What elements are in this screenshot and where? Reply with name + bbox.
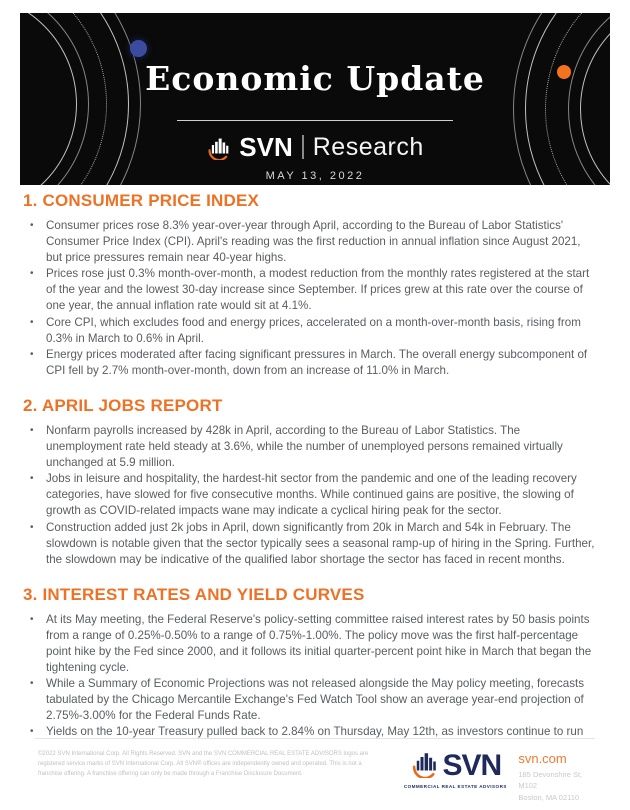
publication-date: MAY 13, 2022 — [265, 170, 365, 182]
svn-logo-tagline: COMMERCIAL REAL ESTATE ADVISORS — [403, 784, 507, 789]
svn-footer-logo — [403, 748, 507, 789]
bullet-text: At its May meeting, the Federal Reserve's policy-setting committee raised interest rates by 50 basis points from a range of 0.25%-0.50% to a range of 0.75%-1.00%. The policy move was the first half-percentage point hike by the Fed since 2000, and it follows its initial quarter-percent point hike in March that began the tightening cycle. — [46, 612, 592, 675]
footer — [38, 748, 598, 800]
document-body — [23, 191, 607, 758]
bullet-text: Prices rose just 0.3% month-over-month, a modest reduction from the monthly rates registered at the start of the year and the lowest 30-day increase since September. If prices grew at this rate over the course of one year, the annual inflation rate would sit at 4.1%. — [46, 267, 590, 313]
footer-contact-block — [518, 748, 598, 803]
section-interest-rates-yield-curves — [23, 585, 607, 741]
list-item — [30, 520, 607, 568]
address-street: 185 Devonshire St, M102 — [518, 770, 583, 791]
bullet-marker-icon: • — [30, 613, 34, 625]
research-wordmark: Research — [312, 132, 424, 161]
bullet-marker-icon: • — [30, 521, 34, 533]
svn-wordmark: SVN — [442, 748, 502, 782]
bullet-marker-icon: • — [30, 316, 34, 328]
section-april-jobs-report — [23, 396, 607, 568]
bullet-text: While a Summary of Economic Projections was not released alongside the May policy meeting, forecasts tabulated by the Chicago Mercantile Exchange's Fed Watch Tool show an average year-end projection of 2.75%-3.00% for the Federal Funds Rate. — [46, 677, 585, 723]
svn-wordmark: SVN — [239, 131, 293, 162]
page-title: Economic Update — [145, 59, 485, 98]
bullet-marker-icon: • — [30, 348, 34, 360]
list-item — [30, 612, 607, 676]
list-item — [30, 218, 607, 266]
list-item — [30, 676, 607, 724]
section-consumer-price-index — [23, 191, 607, 379]
bullet-marker-icon: • — [30, 726, 34, 738]
bullet-text: Nonfarm payrolls increased by 428k in April, according to the Bureau of Labor Statistics. The unemployment rate held steady at 3.6%, while the number of unemployed persons remained virtually unchanged at 5.9 million. — [46, 423, 563, 470]
blue-planet-dot — [130, 40, 147, 57]
address-city: Boston, MA 02110 — [518, 792, 580, 802]
bullet-marker-icon: • — [30, 424, 34, 436]
website-link[interactable]: svn.com — [518, 751, 567, 766]
bullet-marker-icon: • — [30, 473, 34, 485]
section-heading: 2. APRIL JOBS REPORT — [23, 395, 223, 415]
bullet-text: Jobs in leisure and hospitality, the hardest-hit sector from the pandemic and one of the leading recovery categories, have slowed for five consecutive months. While continued gains are positive, the slowing of growth as COVID-related impacts wane may indicate a cyclical hiring peak for the sector. — [46, 472, 577, 518]
bullet-text: Yields on the 10-year Treasury pulled back to 2.84% on Thursday, May 12th, as investors continue to run — [46, 725, 584, 739]
section-heading: 3. INTEREST RATES AND YIELD CURVES — [23, 584, 365, 604]
svn-barchart-icon — [410, 748, 440, 783]
svn-research-logo — [20, 130, 610, 164]
list-item — [30, 423, 607, 471]
section-heading: 1. CONSUMER PRICE INDEX — [23, 191, 260, 210]
bullet-text: Core CPI, which excludes food and energy prices, accelerated on a month-over-month basis, rising from 0.3% in March to 0.6% in April. — [46, 315, 581, 345]
legal-disclaimer: ©2022 SVN International Corp. All Rights Reserved. SVN and the SVN COMMERCIAL REAL ESTATE ADVISORS logos are registered service marks of SVN International Corp. All SVN® offices are independently owned and operated. This is not a franchise offering. A franchise offering can only be made through a Franchise Disclosure Document. — [38, 751, 369, 777]
bullet-list — [23, 218, 607, 379]
bullet-text: Energy prices moderated after facing significant pressures in March. The overall energy subcomponent of CPI fell by 2.7% month-over-month, down from an increase of 11.0% in March. — [46, 347, 588, 377]
header-banner — [20, 13, 610, 185]
footer-divider-line — [35, 738, 595, 739]
logo-separator — [302, 135, 304, 159]
list-item — [30, 347, 607, 379]
svn-barchart-icon — [206, 134, 232, 160]
list-item — [30, 471, 607, 519]
bullet-marker-icon: • — [30, 268, 34, 280]
list-item — [30, 315, 607, 347]
bullet-marker-icon: • — [30, 678, 34, 690]
bullet-text: Construction added just 2k jobs in April, down significantly from 20k in March and 54k in February. The slowdown is notable given that the sector typically sees a seasonal ramp-up of hiring in the Spring. Further, the slowdown may be indicative of the qualified labor shortage the sector has faced in recent months. — [46, 520, 595, 566]
bullet-list — [23, 423, 607, 568]
bullet-list — [23, 612, 607, 741]
list-item — [30, 266, 607, 314]
bullet-text: Consumer prices rose 8.3% year-over-year through April, according to the Bureau of Labor Statistics' Consumer Price Index (CPI). April's reading was the first reduction in annual inflation since August 2021, but price pressures remain near 40-year highs. — [46, 219, 581, 265]
title-divider-line — [177, 120, 453, 121]
bullet-marker-icon: • — [30, 220, 34, 231]
